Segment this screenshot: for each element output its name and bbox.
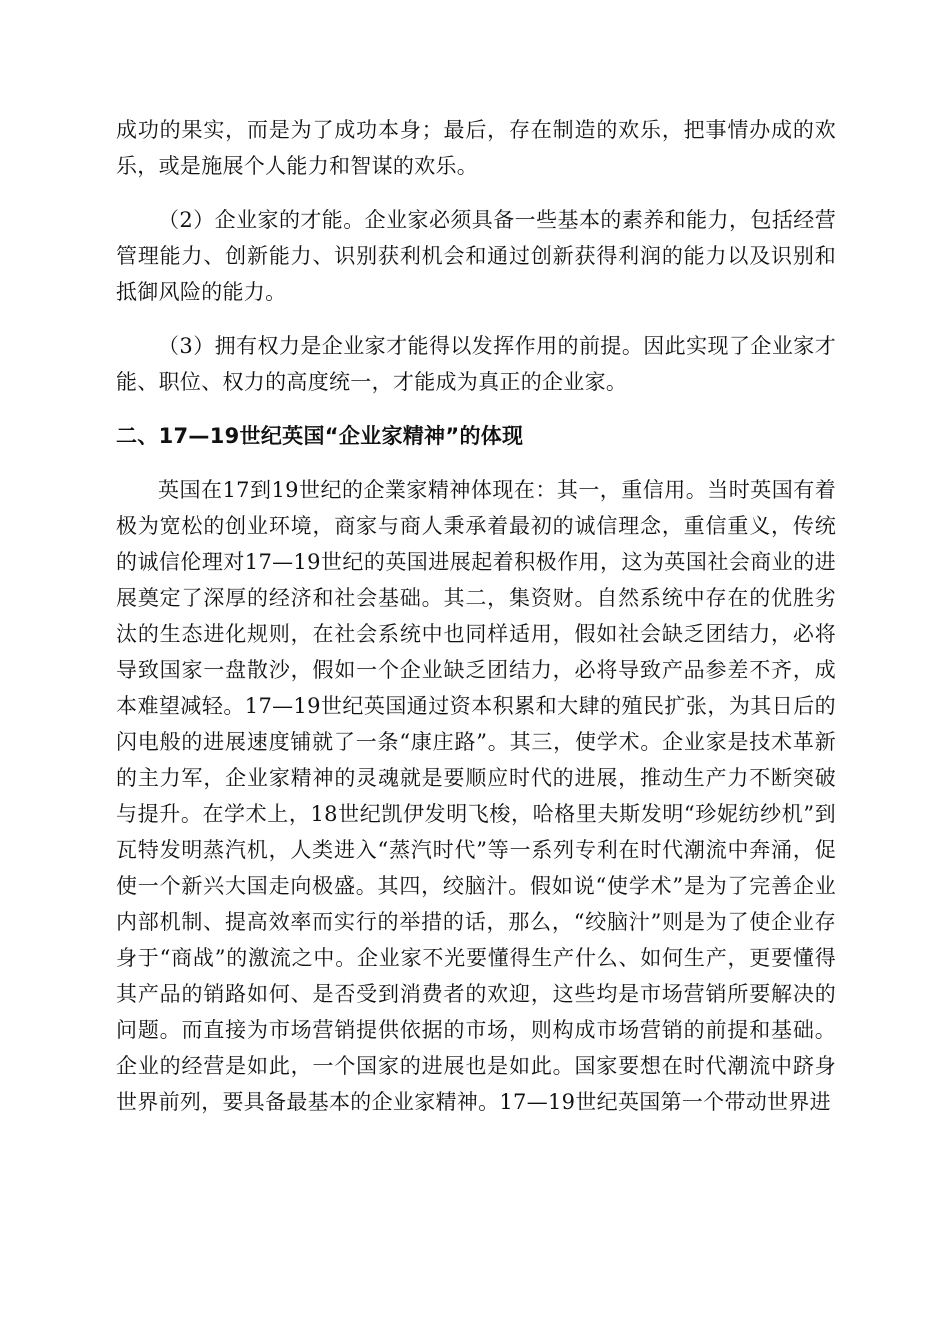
paragraph-entrepreneur-power: （3）拥有权力是企业家才能得以发挥作用的前提。因此实现了企业家才能、职位、权力的高度统一，才能成为真正的企业家。 <box>116 334 836 394</box>
paragraph-british-entrepreneurship: 英国在17到19世纪的企業家精神体现在：其一，重信用。当时英国有着极为宽松的创业环境，商家与商人秉承着最初的诚信理念，重信重义，传统的诚信伦理对17—19世纪的英国进展起着积极作用，这为英国社会商业的进展奠定了深厚的经济和社会基础。其二，集资财。自然系统中存在的优胜劣汰的生态进化规则，在社会系统中也同样适用，假如社会缺乏团结力，必将导致国家一盘散沙，假如一个企业缺乏团结力，必将导致产品参差不齐，成本难望减轻。17—19世纪英国通过资本积累和大肆的殖民扩张，为其日后的闪电般的进展速度铺就了一条“康庄路”。其三，使学术。企业家是技术革新的主力军，企业家精神的灵魂就是要顺应时代的进展，推动生产力不断突破与提升。在学术上，18世纪凯伊发明飞梭，哈格里夫斯发明“珍妮纺纱机”到瓦特发明蒸汽机，人类进入“蒸汽时代”等一系列专利在时代潮流中奔涌，促使一个新兴大国走向极盛。其四，绞脑汁。假如说“使学术”是为了完善企业内部机制、提高效率而实行的举措的话，那么，“绞脑汁”则是为了使企业存身于“商战”的激流之中。企业家不光要懂得生产什么、如何生产，更要懂得其产品的销路如何、是否受到消费者的欢迎，这些均是市场营销所要解决的问题。而直接为市场营销提供依据的市场，则构成市场营销的前提和基础。企业的经营是如此，一个国家的进展也是如此。国家要想在时代潮流中跻身世界前列，要具备最基本的企业家精神。17—19世纪英国第一个带动世界进 <box>116 478 836 1114</box>
paragraph-continued: 成功的果实，而是为了成功本身；最后，存在制造的欢乐，把事情办成的欢乐，或是施展个人能力和智谋的欢乐。 <box>116 118 836 178</box>
section-heading: 二、17—19世纪英国“企业家精神”的体现 <box>116 424 524 448</box>
paragraph-entrepreneur-talent: （2）企业家的才能。企业家必须具备一些基本的素养和能力，包括经营管理能力、创新能力、识别获利机会和通过创新获得利润的能力以及识别和抵御风险的能力。 <box>116 208 836 304</box>
document-page <box>116 112 836 1120</box>
